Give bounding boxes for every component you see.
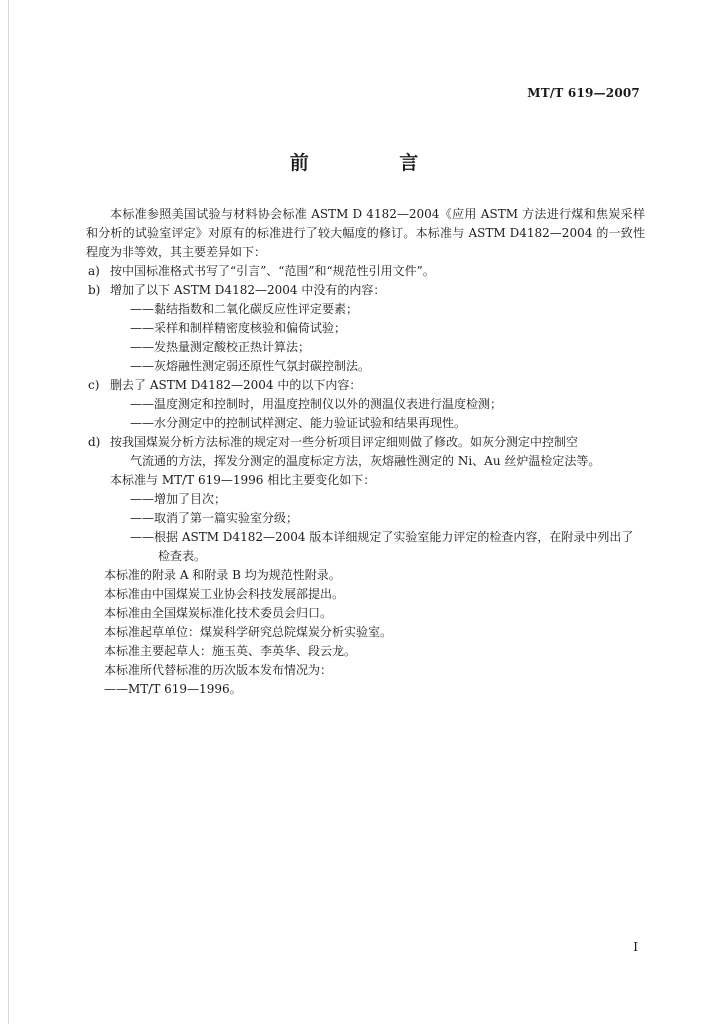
change-item: ——增加了目次； xyxy=(130,492,227,506)
closing-line: 本标准起草单位：煤炭科学研究总院煤炭分析实验室。 xyxy=(104,625,393,639)
closing-line: ——MT/T 619—1996。 xyxy=(104,682,242,696)
change-item: ——根据 ASTM D4182—2004 版本详细规定了实验室能力评定的检查内容，在附录中列出了 xyxy=(130,530,634,544)
sub-item: ——发热量测定酸校正热计算法； xyxy=(130,340,311,354)
list-item-text: 按我国煤炭分析方法标准的规定对一些分析项目评定细则做了修改。如灰分测定中控制空 xyxy=(110,435,579,449)
page-title: 前 言 xyxy=(289,152,461,174)
standard-number: MT/T 619—2007 xyxy=(527,86,640,100)
list-marker: a) xyxy=(88,264,100,278)
list-item-continuation: 气流通的方法，挥发分测定的温度标定方法，灰熔融性测定的 Ni、Au 丝炉温检定法等。 xyxy=(130,454,601,468)
list-item-b xyxy=(88,281,645,300)
page-number: I xyxy=(633,940,638,954)
list-item-text: 增加了以下 ASTM D4182—2004 中没有的内容： xyxy=(110,283,386,297)
change-item: ——取消了第一篇实验室分级； xyxy=(130,511,299,525)
list-marker: c) xyxy=(88,378,100,392)
list-marker: d) xyxy=(88,435,101,449)
list-item-a xyxy=(88,262,645,281)
paragraph-line: 本标准参照美国试验与材料协会标准 ASTM D 4182—2004《应用 ASTM 方法进行煤和焦炭采样 xyxy=(110,207,645,221)
list-item-c xyxy=(88,376,645,395)
sub-item: ——温度测定和控制时，用温度控制仪以外的测温仪表进行温度检测； xyxy=(130,397,503,411)
list-marker: b) xyxy=(88,283,101,297)
change-item-continuation: 检查表。 xyxy=(158,549,207,563)
sub-item: ——黏结指数和二氧化碳反应性评定要素； xyxy=(130,302,359,316)
paragraph-line: 程度为非等效，其主要差异如下： xyxy=(86,245,267,259)
closing-line: 本标准由中国煤炭工业协会科技发展部提出。 xyxy=(104,587,345,601)
paragraph-line: 和分析的试验室评定》对原有的标准进行了较大幅度的修订。本标准与 ASTM D4182—2004 的一致性 xyxy=(86,226,645,240)
sub-item: ——灰熔融性测定弱还原性气氛封碳控制法。 xyxy=(130,359,371,373)
changes-intro: 本标准与 MT/T 619—1996 相比主要变化如下： xyxy=(110,473,376,487)
list-item-text: 删去了 ASTM D4182—2004 中的以下内容： xyxy=(110,378,362,392)
sub-item: ——采样和制样精密度核验和偏倚试验； xyxy=(130,321,347,335)
foreword-body xyxy=(86,205,645,699)
closing-line: 本标准由全国煤炭标准化技术委员会归口。 xyxy=(104,606,333,620)
closing-line: 本标准的附录 A 和附录 B 均为规范性附录。 xyxy=(104,568,341,582)
list-item-text: 按中国标准格式书写了“引言”、“范围”和“规范性引用文件”。 xyxy=(110,264,435,278)
closing-line: 本标准主要起草人：施玉英、李英华、段云龙。 xyxy=(104,644,357,658)
list-item-d xyxy=(88,433,645,452)
sub-item: ——水分测定中的控制试样测定、能力验证试验和结果再现性。 xyxy=(130,416,467,430)
closing-line: 本标准所代替标准的历次版本发布情况为： xyxy=(104,663,333,677)
